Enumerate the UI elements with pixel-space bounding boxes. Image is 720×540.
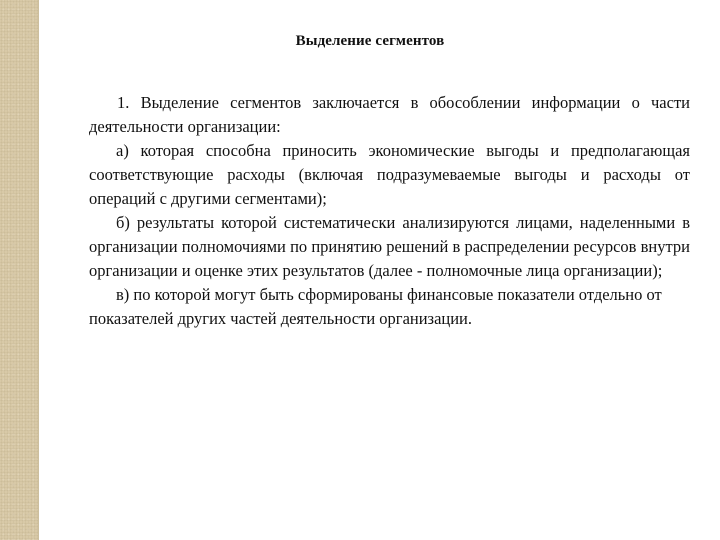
paragraph-item-a: а) которая способна приносить экономические выгоды и предполагающая соответствующие расходы (включая подразумеваемые выгоды и расходы от операций с другими сегментами); <box>89 141 690 208</box>
paragraph-item-b: б) результаты которой систематически анализируются лицами, наделенными в организации полномочиями по принятию решений в распределении ресурсов внутри организации и оценке этих результатов (далее - полномочные лица организации); <box>89 213 690 280</box>
slide-body <box>89 91 690 331</box>
slide-title: Выделение сегментов <box>295 33 445 49</box>
paragraph-intro: 1. Выделение сегментов заключается в обособлении информации о части деятельности организации: <box>89 93 690 136</box>
paragraph-item-c: в) по которой могут быть сформированы финансовые показатели отдельно от показателей других частей деятельности организации. <box>89 285 662 328</box>
side-band-edge <box>38 0 39 540</box>
decorative-side-band <box>0 0 38 540</box>
